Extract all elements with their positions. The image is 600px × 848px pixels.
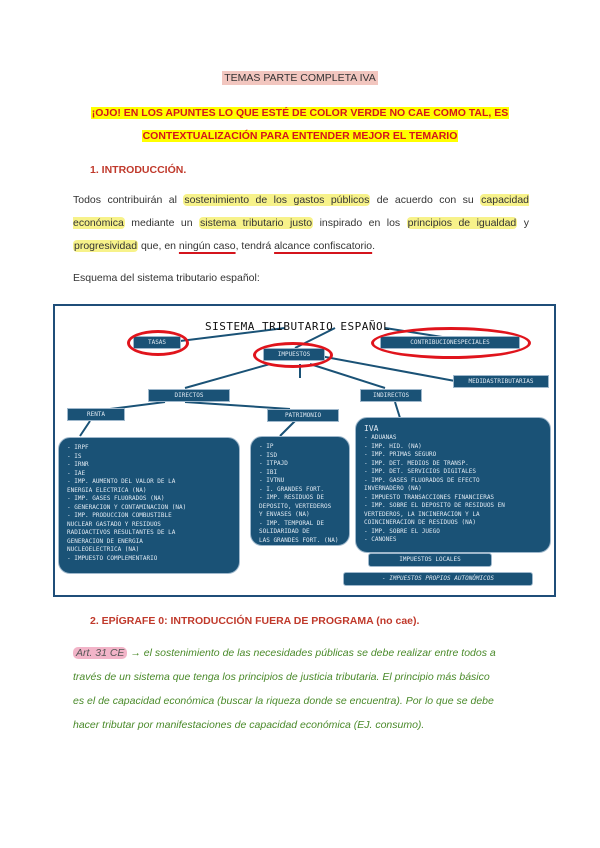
patrimonio-item: - IP [259, 443, 274, 450]
art-31-tag: Art. 31 CE [73, 647, 127, 659]
art-line-2: través de un sistema que tenga los principios de justicia tributaria. El principio más básico [73, 671, 490, 683]
indirectos-item: - IMP. DET. SERVICIOS DIGITALES [364, 468, 476, 475]
impuestos-autonomicos-box: - IMPUESTOS PROPIOS AUTONÓMICOS [343, 572, 533, 586]
indirectos-list-box [355, 417, 551, 553]
patrimonio-item: - IVTNU [259, 477, 285, 484]
patrimonio-item: LAS GRANDES FORT. (NA) [259, 536, 339, 544]
tasas-circle-mark [127, 330, 189, 356]
patrimonio-list-box [250, 436, 350, 546]
contribuciones-box: CONTRIBUCIONESPECIALES [380, 336, 520, 349]
indirectos-item: VERTEDEROS, LA INCINERACIÓN Y LA [364, 510, 480, 518]
indirectos-item: - IMP. HID. (NA) [364, 442, 422, 450]
renta-item: - GENERACIÓN Y CONTAMINACIÓN (NA) [67, 503, 187, 511]
renta-item: NUCLEOELÉCTRICA (NA) [67, 546, 140, 553]
impuestos-box: IMPUESTOS [263, 348, 325, 361]
indirectos-item: - ADUANAS [364, 434, 397, 441]
directos-box: DIRECTOS [148, 389, 230, 402]
intro-paragraph: Todos contribuirán al sostenimiento de los gastos públicos de acuerdo con su capacidad económica mediante un sistema tributario justo inspirado en los principios de igualdad y progresividad que, en ningún caso, tendrá alcance confiscatorio. [73, 194, 530, 252]
patrimonio-item: - IMP. TEMPORAL DE [259, 519, 325, 527]
renta-item: - IMPUESTO COMPLEMENTARIO [67, 554, 158, 562]
patrimonio-item: - IMP. RESIDUOS DE [259, 494, 325, 501]
diagram-title: SISTEMA TRIBUTARIO ESPAÑOL [205, 320, 391, 333]
warning-line-2: CONTEXTUALIZACIÓN PARA ENTENDER MEJOR EL TEMARIO [142, 130, 458, 142]
patrimonio-item: Y ENVASES (NA) [259, 511, 310, 518]
renta-item: - IRNR [67, 461, 89, 468]
indirectos-item: INVERNADERO (NA) [364, 485, 422, 492]
renta-item: - IRPF [67, 444, 89, 451]
indirectos-item: - IMP. GASES FLUORADOS DE EFECTO [364, 476, 480, 484]
section-1-heading: 1. INTRODUCCIÓN. [90, 164, 187, 176]
indirectos-box: INDIRECTOS [360, 389, 422, 402]
renta-item: RADIOACTIVOS RESULTANTES DE LA [67, 529, 176, 536]
renta-list-box [58, 437, 240, 574]
renta-item: - IMP. PRODUCCIÓN COMBUSTIBLE [67, 512, 172, 519]
renta-item: - IMP. AUMENTO DEL VALOR DE LA [67, 478, 176, 485]
patrimonio-item: SOLIDARIDAD DE [259, 528, 310, 535]
impuestos-circle-mark [253, 342, 333, 368]
renta-item: - IMP. GASES FLUORADOS (NA) [67, 495, 165, 502]
impuestos-locales-box: IMPUESTOS LOCALES [368, 553, 492, 567]
indirectos-item: - CÁNONES [364, 536, 397, 543]
medidas-box: MEDIDASTRIBUTARIAS [453, 375, 549, 388]
contribuciones-circle-mark [371, 327, 531, 359]
renta-item: ENERGÍA ELÉCTRICA (NA) [67, 486, 147, 494]
section-2-heading: 2. EPÍGRAFE 0: INTRODUCCIÓN FUERA DE PROGRAMA (no cae). [90, 615, 420, 627]
patrimonio-box: PATRIMONIO [267, 409, 339, 422]
document-title: TEMAS PARTE COMPLETA IVA [224, 72, 376, 84]
art-line-4: hacer tributar por manifestaciones de capacidad económica (EJ. consumo). [73, 719, 425, 731]
indirectos-item: - IMP. SOBRE EL JUEGO [364, 527, 440, 535]
indirectos-item: - IMP. PRIMAS SEGURO [364, 451, 437, 458]
art-31-paragraph [73, 641, 529, 737]
indirectos-item: - IMP. SOBRE EL DEPÓSITO DE RESIDUOS EN [364, 502, 505, 509]
tax-system-diagram [53, 304, 556, 597]
patrimonio-item: - I. GRANDES FORT. [259, 485, 325, 493]
renta-box: RENTA [67, 408, 125, 421]
iva-label: IVA [364, 424, 379, 433]
warning-line-1: ¡OJO! EN LOS APUNTES LO QUE ESTÉ DE COLOR VERDE NO CAE COMO TAL, ES [91, 107, 509, 119]
indirectos-item: COINCINERACIÓN DE RESIDUOS (NA) [364, 519, 476, 526]
renta-item: NUCLEAR GASTADO Y RESIDUOS [67, 520, 161, 528]
patrimonio-item: - ISD [259, 451, 278, 459]
indirectos-item: - IMPUESTO TRANSACCIONES FINANCIERAS [364, 493, 495, 501]
scheme-label: Esquema del sistema tributario español: [73, 272, 260, 284]
tasas-box: TASAS [133, 336, 181, 349]
patrimonio-item: - ITPAJD [259, 460, 288, 467]
patrimonio-item: DEPÓSITO, VERTEDEROS [259, 502, 332, 510]
renta-item: - IAE [67, 469, 86, 477]
renta-item: GENERACIÓN DE ENERGÍA [67, 537, 143, 545]
indirectos-item: - IMP. DET. MEDIOS DE TRANSP. [364, 459, 469, 467]
renta-item: - IS [67, 452, 82, 460]
art-line-1: Art. 31 CE → el sostenimiento de las necesidades públicas se debe realizar entre todos a [73, 641, 529, 665]
patrimonio-item: - IBI [259, 468, 278, 476]
art-line-3: es el de capacidad económica (buscar la riqueza donde se encuentra). Por lo que se debe [73, 695, 494, 707]
